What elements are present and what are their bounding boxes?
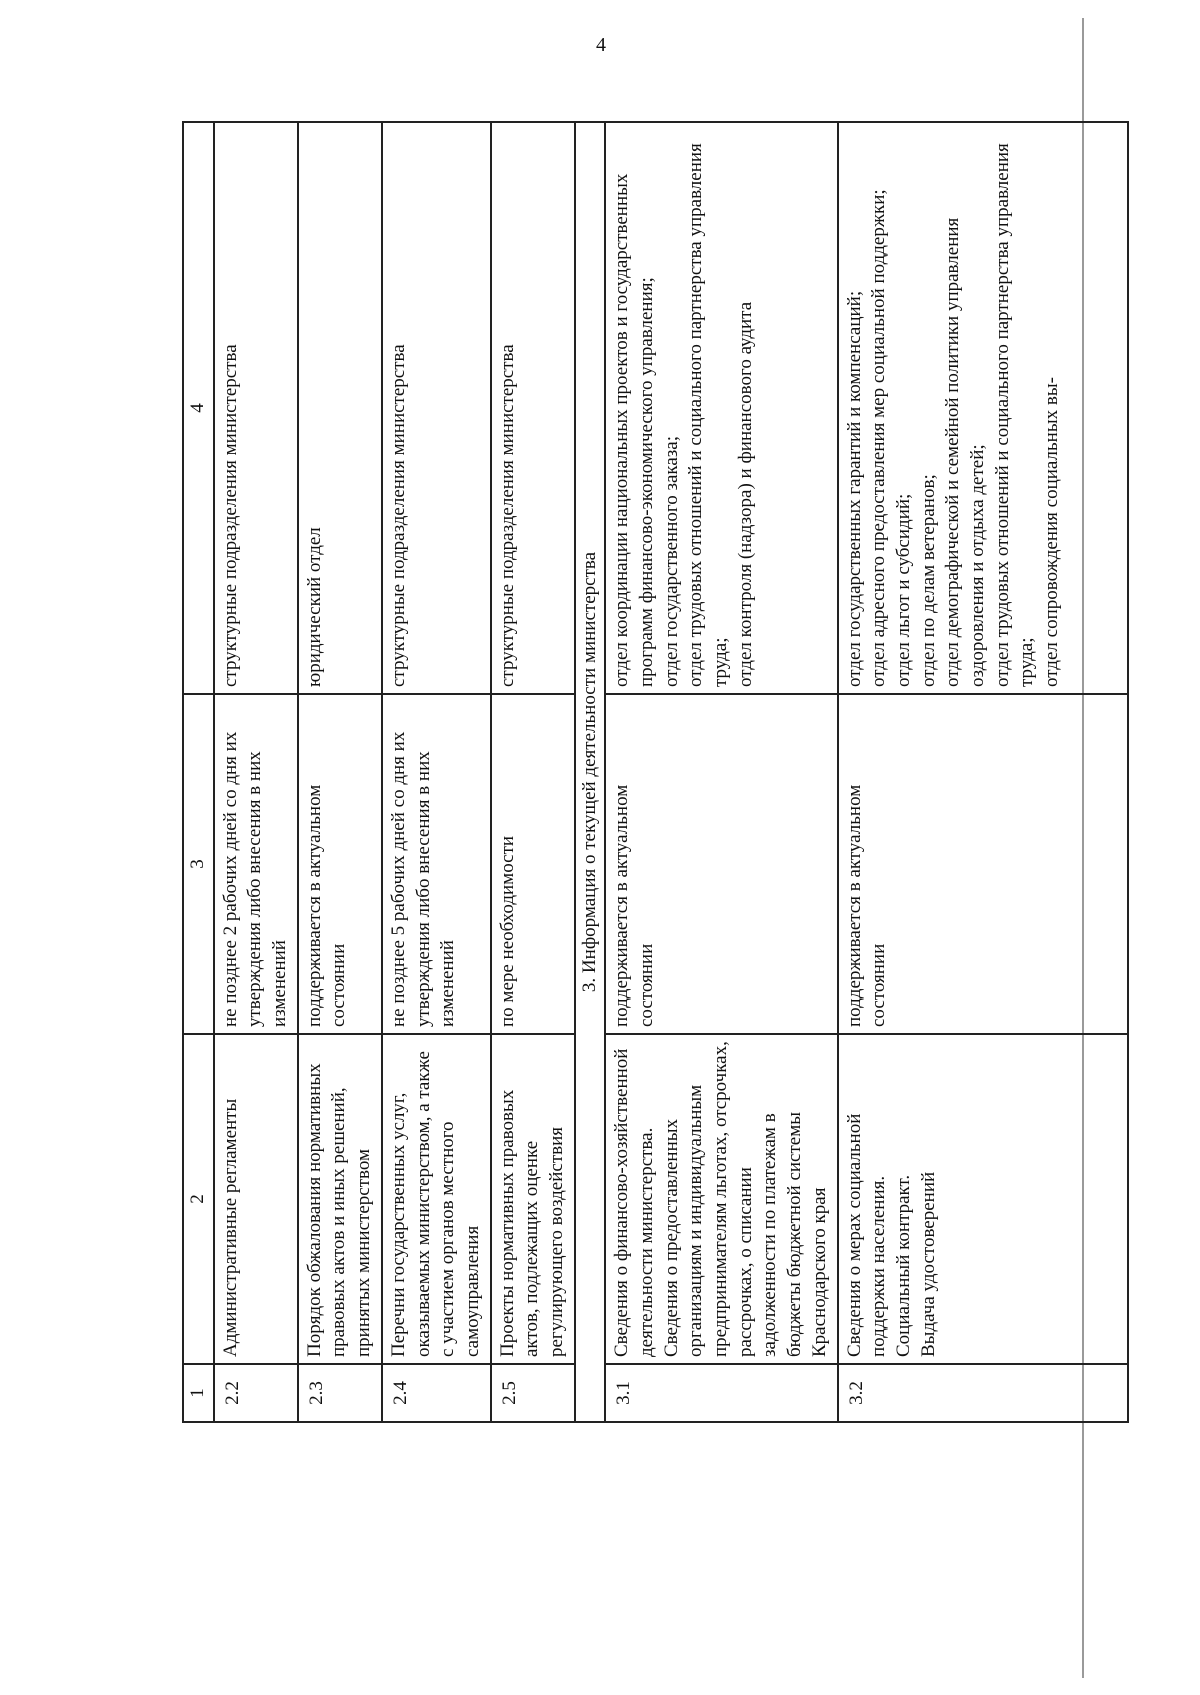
- responsible-item: отдел контроля (надзора) и финансового аудита: [734, 301, 756, 687]
- row-name-part: Сведения о финансово-хозяйственной деятельности министерства.: [611, 1048, 657, 1357]
- table-row: [838, 122, 1128, 1422]
- row-name: [838, 1034, 1128, 1364]
- row-name-part: Сведения о мерах социальной поддержки населения.: [843, 1113, 890, 1357]
- responsible-item: отдел сопровождения социальных вы-: [1041, 377, 1062, 687]
- row-term: поддерживается в актуальном состоянии: [605, 694, 837, 1034]
- row-number: 2.3: [298, 1364, 382, 1422]
- row-term: поддерживается в актуальном состоянии: [838, 694, 1128, 1034]
- responsible-item: отдел демографической и семейной политики управления оздоровления и отдыха детей;: [942, 217, 988, 687]
- header-col-1: 1: [183, 1364, 214, 1422]
- responsible-item: отдел адресного предоставления мер социальной поддержки;: [868, 189, 890, 687]
- row-name-part: Социальный контракт.: [892, 1174, 914, 1357]
- document-table: [182, 121, 1129, 1423]
- row-name-part: Сведения о предоставленных организациям и индивидуальным предпринимателям льготах, отсрочках, рассрочках, о списании задолженности по платежам в бюджеты бюджетной системы Краснодарского края: [660, 1041, 830, 1357]
- table-row: [605, 122, 837, 1422]
- row-name: Проекты нормативных правовых актов, подлежащих оценке регулирующего воздействия: [491, 1034, 575, 1364]
- responsible-item: отдел льгот и субсидий;: [892, 493, 914, 687]
- table-header-row: [183, 122, 214, 1422]
- header-col-4: 4: [183, 122, 214, 694]
- table-row: [214, 122, 298, 1422]
- header-col-3: 3: [183, 694, 214, 1034]
- table-row: [382, 122, 491, 1422]
- row-number: 2.2: [214, 1364, 298, 1422]
- row-name-part: Выдача удостоверений: [917, 1171, 939, 1357]
- row-term: не позднее 2 рабочих дней со дня их утверждения либо внесения в них изменений: [214, 694, 298, 1034]
- row-name: [605, 1034, 837, 1364]
- row-responsible: структурные подразделения министерства: [382, 122, 491, 694]
- responsible-item: отдел по делам ветеранов;: [917, 474, 939, 687]
- row-name: Административные регламенты: [214, 1034, 298, 1364]
- row-responsible: [605, 122, 837, 694]
- row-number: 2.4: [382, 1364, 491, 1422]
- row-responsible: структурные подразделения министерства: [214, 122, 298, 694]
- row-number: 3.1: [605, 1364, 837, 1422]
- row-number: 2.5: [491, 1364, 575, 1422]
- row-term: поддерживается в актуальном состоянии: [298, 694, 382, 1034]
- table-row: [491, 122, 575, 1422]
- header-col-2: 2: [183, 1034, 214, 1364]
- page-number: 4: [596, 34, 606, 56]
- row-name: Порядок обжалования нормативных правовых актов и иных решений, принятых министерством: [298, 1034, 382, 1364]
- row-term: по мере необходимости: [491, 694, 575, 1034]
- responsible-item: отдел государственного заказа;: [660, 436, 682, 687]
- section-row: [575, 122, 606, 1422]
- row-name: Перечни государственных услуг, оказываемых министерством, а также с участием органов местного самоуправления: [382, 1034, 491, 1364]
- responsible-item: отдел координации национальных проектов и государственных программ финансово-экономического управления;: [611, 173, 657, 687]
- responsible-item: отдел государственных гарантий и компенсаций;: [843, 290, 865, 687]
- row-number: 3.2: [838, 1364, 1128, 1422]
- row-responsible: юридический отдел: [298, 122, 382, 694]
- responsible-item: отдел трудовых отношений и социального партнерства управления труда;: [991, 143, 1038, 687]
- row-responsible: структурные подразделения министерства: [491, 122, 575, 694]
- responsible-item: отдел трудовых отношений и социального партнерства управления труда;: [685, 143, 732, 687]
- table-row: [298, 122, 382, 1422]
- rotated-table-area: [182, 123, 1112, 1423]
- row-term: не позднее 5 рабочих дней со дня их утверждения либо внесения в них изменений: [382, 694, 491, 1034]
- row-responsible: [838, 122, 1128, 694]
- section-3-title: 3. Информация о текущей деятельности министерства: [575, 122, 606, 1422]
